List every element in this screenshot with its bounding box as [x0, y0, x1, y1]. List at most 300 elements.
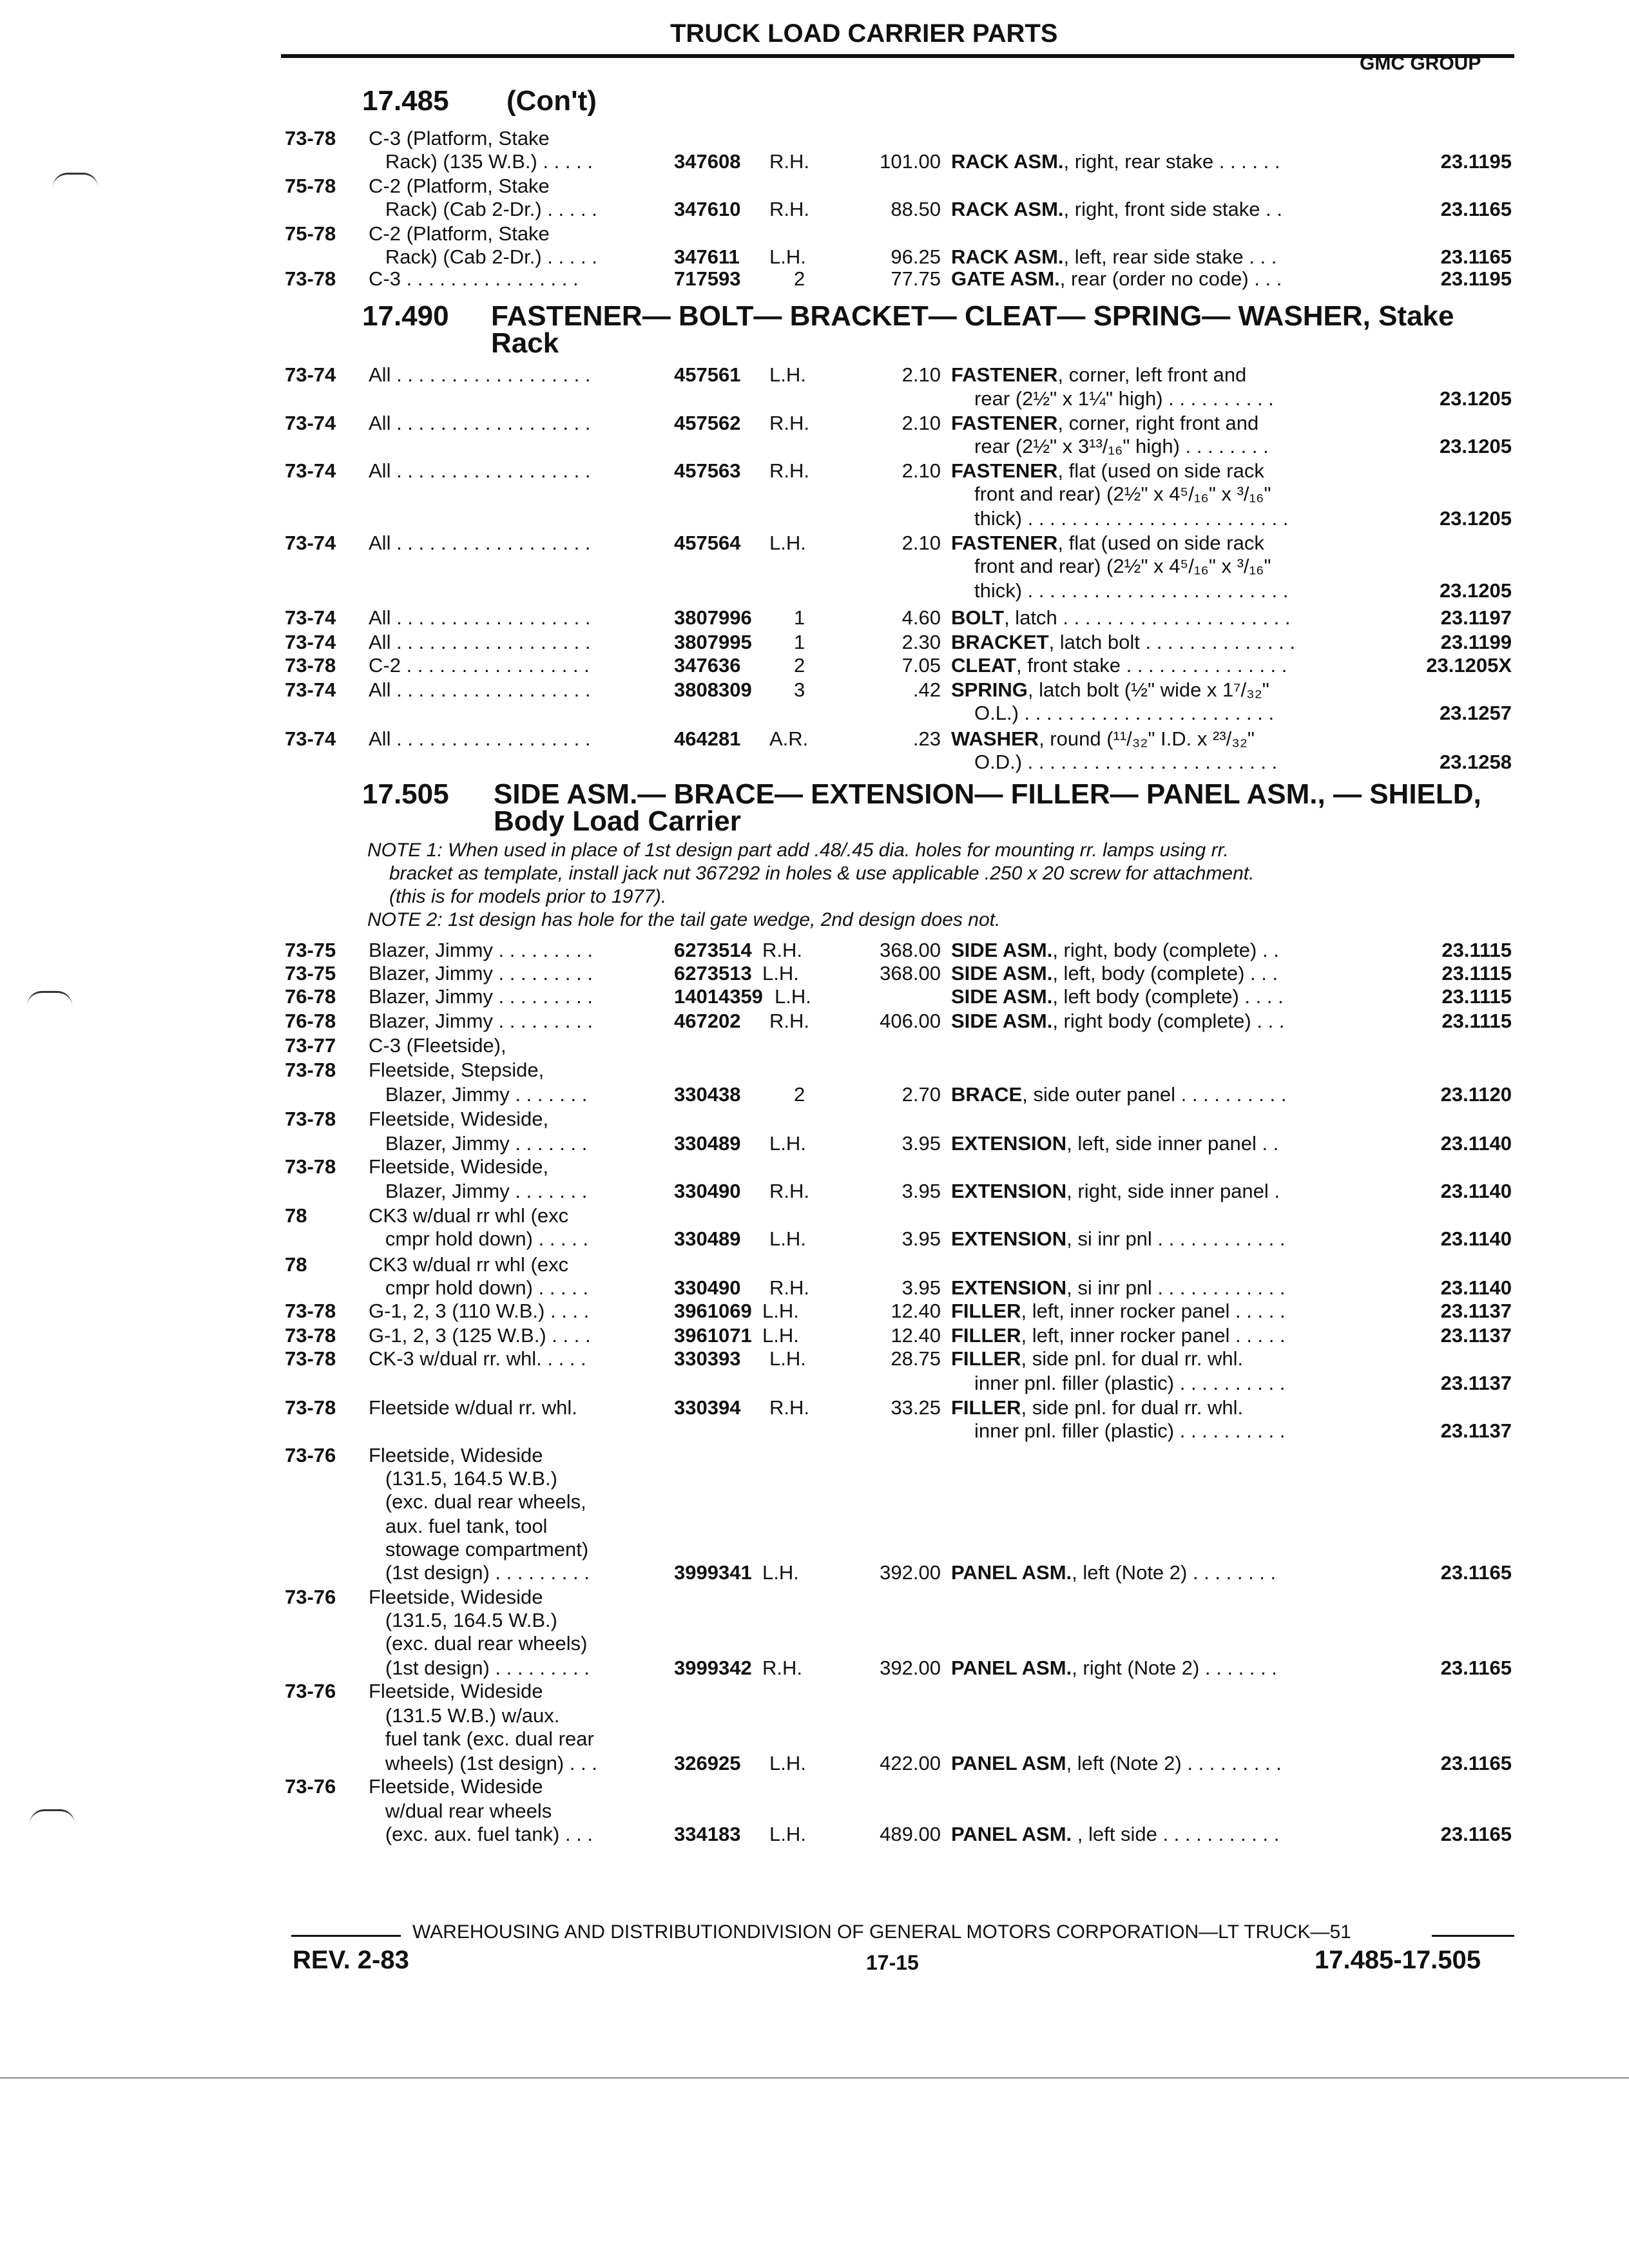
part-number-cell: 3999341: [674, 1561, 752, 1584]
side-cell: R.H.: [769, 150, 809, 173]
year-cell: 73-74: [285, 459, 336, 482]
price-cell: 368.00: [880, 962, 941, 985]
description-text: , side pnl. for dual rr. whl.: [1021, 1347, 1244, 1370]
year-cell: 73-74: [285, 363, 336, 386]
description-cell: [974, 1371, 1285, 1395]
description-cell: [974, 482, 1271, 506]
model-cell: Fleetside w/dual rr. whl.: [369, 1396, 577, 1419]
group-code-cell: 23.1165: [1440, 1823, 1512, 1845]
header-rule: [281, 54, 1514, 58]
description-text: front and rear) (2½" x 4⁵/₁₆" x ³/₁₆": [974, 555, 1271, 577]
model-cell: Fleetside, Wideside: [369, 1586, 543, 1608]
price-cell: 3.95: [901, 1132, 941, 1155]
group-code-cell: 23.1205X: [1426, 654, 1512, 677]
section-number: 17.490: [362, 300, 449, 332]
description-cell: [951, 197, 1282, 221]
section-title: (Con't): [506, 85, 597, 117]
side-cell: L.H.: [762, 962, 799, 985]
part-name: PANEL ASM.: [951, 1823, 1072, 1845]
group-code-cell: 23.1137: [1440, 1324, 1512, 1347]
model-cell: Fleetside, Wideside: [369, 1775, 543, 1798]
year-cell: 73-74: [285, 606, 336, 629]
part-name: SPRING: [951, 678, 1028, 701]
footer-rule-left: [291, 1935, 401, 1937]
price-cell: 2.30: [901, 631, 941, 653]
description-text: , side pnl. for dual rr. whl.: [1021, 1396, 1244, 1419]
footer-publisher: WAREHOUSING AND DISTRIBUTIONDIVISION OF GENERAL MOTORS CORPORATION—LT TRUCK—51: [412, 1921, 1351, 1943]
description-cell: [951, 727, 1255, 751]
quantity-cell: 1: [794, 606, 805, 629]
part-number-cell: 330489: [674, 1132, 741, 1155]
description-text: , left, inner rocker panel . . . . .: [1021, 1300, 1286, 1322]
part-number-cell: 3961069: [674, 1300, 752, 1322]
part-name: PANEL ASM.: [951, 1657, 1072, 1679]
part-number-cell: 3807995: [674, 631, 752, 653]
description-cell: [951, 363, 1246, 387]
part-number-cell: 347608: [674, 150, 741, 173]
description-text: thick) . . . . . . . . . . . . . . . . . . . . . . . .: [974, 507, 1289, 530]
price-cell: 422.00: [880, 1752, 941, 1774]
model-cell: (1st design) . . . . . . . . .: [369, 1657, 590, 1679]
part-name: FASTENER: [951, 459, 1058, 482]
description-text: , flat (used on side rack: [1057, 532, 1264, 554]
part-number-cell: 467202: [674, 1010, 741, 1032]
model-cell: Blazer, Jimmy . . . . . . .: [369, 1132, 588, 1155]
description-text: , left body (complete) . . . .: [1052, 985, 1284, 1008]
part-name: FILLER: [951, 1396, 1021, 1419]
model-cell: Blazer, Jimmy . . . . . . . . .: [369, 1010, 593, 1032]
quantity-cell: 3: [794, 678, 805, 701]
description-text: , side outer panel . . . . . . . . . .: [1022, 1083, 1287, 1106]
part-name: CLEAT: [951, 654, 1017, 677]
part-number-cell: 3999342: [674, 1657, 752, 1679]
model-cell: Fleetside, Wideside: [369, 1444, 543, 1466]
group-code-cell: 23.1165: [1440, 198, 1512, 220]
year-cell: 75-78: [285, 175, 336, 197]
part-number-cell: 717593: [674, 267, 741, 290]
part-name: FASTENER: [951, 532, 1058, 554]
year-cell: 75-78: [285, 222, 336, 245]
year-cell: 73-78: [285, 1059, 336, 1081]
description-cell: [951, 1396, 1243, 1419]
description-text: O.L.) . . . . . . . . . . . . . . . . . . . . . . .: [974, 702, 1275, 724]
group-code-cell: 23.1140: [1440, 1180, 1512, 1202]
side-cell: R.H.: [762, 1657, 802, 1679]
description-cell: [951, 630, 1295, 654]
model-cell: (1st design) . . . . . . . . .: [369, 1561, 590, 1584]
side-cell: R.H.: [769, 459, 809, 482]
part-name: RACK ASM.: [951, 245, 1064, 268]
year-cell: 76-78: [285, 1010, 336, 1032]
description-cell: [951, 1323, 1286, 1347]
part-name: RACK ASM.: [951, 198, 1064, 220]
side-cell: R.H.: [769, 1276, 809, 1299]
part-name: BOLT: [951, 606, 1005, 629]
part-number-cell: 347611: [674, 245, 740, 268]
side-cell: L.H.: [762, 1300, 799, 1322]
model-cell: fuel tank (exc. dual rear: [369, 1727, 594, 1750]
description-text: , left, side inner panel . .: [1066, 1132, 1279, 1155]
group-code-cell: 23.1137: [1440, 1372, 1512, 1394]
description-text: , corner, right front and: [1057, 412, 1259, 434]
part-name: WASHER: [951, 727, 1039, 750]
description-text: , left (Note 2) . . . . . . . . .: [1066, 1752, 1282, 1774]
part-number-cell: 330394: [674, 1396, 741, 1419]
price-cell: 12.40: [891, 1300, 941, 1322]
price-cell: 28.75: [891, 1347, 941, 1370]
part-name: BRACKET: [951, 631, 1049, 653]
part-name: SIDE ASM.: [951, 939, 1053, 961]
side-cell: A.R.: [769, 727, 809, 750]
section-title-continued: Rack: [491, 327, 559, 359]
description-text: , rear (order no code) . . .: [1059, 267, 1282, 290]
group-code-cell: 23.1197: [1440, 606, 1512, 629]
price-cell: 2.10: [901, 412, 941, 434]
side-cell: L.H.: [769, 1227, 806, 1250]
binder-hole-mark: [27, 991, 72, 1006]
group-code-cell: 23.1140: [1440, 1227, 1512, 1250]
description-cell: [974, 434, 1269, 458]
description-text: , left, rear side stake . . .: [1063, 245, 1277, 268]
group-code-cell: 23.1199: [1440, 631, 1512, 653]
model-cell: All . . . . . . . . . . . . . . . . . .: [369, 459, 591, 482]
model-cell: C-2 (Platform, Stake: [369, 222, 550, 245]
part-number-cell: 334183: [674, 1823, 741, 1845]
model-cell: All . . . . . . . . . . . . . . . . . .: [369, 532, 591, 554]
model-cell: C-3 . . . . . . . . . . . . . . . .: [369, 267, 579, 290]
description-cell: [951, 411, 1258, 435]
part-number-cell: 464281: [674, 727, 741, 750]
part-name: PANEL ASM.: [951, 1561, 1072, 1584]
description-cell: [974, 750, 1277, 774]
description-cell: [951, 1822, 1279, 1846]
year-cell: 76-78: [285, 985, 336, 1008]
part-name: EXTENSION: [951, 1180, 1067, 1202]
year-cell: 73-75: [285, 962, 336, 985]
model-cell: All . . . . . . . . . . . . . . . . . .: [369, 412, 591, 434]
price-cell: 406.00: [880, 1010, 941, 1032]
binder-hole-mark: [53, 173, 98, 187]
description-text: thick) . . . . . . . . . . . . . . . . . . . . . . . .: [974, 579, 1289, 602]
description-cell: [951, 1009, 1284, 1033]
description-cell: [974, 387, 1274, 410]
description-cell: [951, 459, 1264, 483]
group-code-cell: 23.1115: [1441, 962, 1512, 985]
description-cell: [951, 245, 1277, 269]
model-cell: Fleetside, Wideside,: [369, 1108, 549, 1130]
model-cell: CK-3 w/dual rr. whl. . . . .: [369, 1347, 586, 1370]
model-cell: C-3 (Fleetside),: [369, 1034, 506, 1057]
price-cell: 7.05: [901, 654, 941, 677]
price-cell: 3.95: [901, 1227, 941, 1250]
description-text: , latch bolt (½" wide x 1⁷/₃₂": [1027, 678, 1269, 701]
part-number-cell: 3808309: [674, 678, 752, 701]
model-cell: CK3 w/dual rr whl (exc: [369, 1204, 569, 1227]
model-cell: All . . . . . . . . . . . . . . . . . .: [369, 363, 591, 386]
year-cell: 73-75: [285, 939, 336, 961]
description-cell: [951, 1656, 1277, 1680]
model-cell: C-2 . . . . . . . . . . . . . . . . .: [369, 654, 590, 677]
description-text: , latch bolt . . . . . . . . . . . . . .: [1048, 631, 1296, 653]
model-cell: (131.5, 164.5 W.B.): [369, 1609, 557, 1631]
group-code-cell: 23.1165: [1440, 245, 1512, 268]
model-cell: Blazer, Jimmy . . . . . . .: [369, 1083, 588, 1106]
section-title-continued: Body Load Carrier: [494, 805, 741, 837]
group-code-cell: 23.1115: [1441, 985, 1512, 1008]
description-cell: [951, 1179, 1280, 1203]
note-line: NOTE 2: 1st design has hole for the tail gate wedge, 2nd design does not.: [367, 909, 1001, 930]
year-cell: 73-74: [285, 678, 336, 701]
group-code-cell: 23.1195: [1440, 267, 1512, 290]
description-text: , latch . . . . . . . . . . . . . . . . . . . . .: [1004, 606, 1291, 629]
part-number-cell: 6273514: [674, 939, 752, 961]
part-name: SIDE ASM.: [951, 962, 1053, 985]
revision-date: REV. 2-83: [293, 1946, 409, 1974]
year-cell: 73-78: [285, 1155, 336, 1178]
part-name: FILLER: [951, 1300, 1021, 1322]
section-title: SIDE ASM.— BRACE— EXTENSION— FILLER— PANEL ASM., — SHIELD,: [494, 778, 1481, 810]
note-line: (this is for models prior to 1977).: [389, 886, 667, 907]
description-text: , left side . . . . . . . . . . .: [1072, 1823, 1280, 1845]
side-cell: L.H.: [762, 1324, 799, 1347]
page-number: 17-15: [866, 1951, 919, 1974]
section-range: 17.485-17.505: [1315, 1946, 1481, 1974]
description-text: inner pnl. filler (plastic) . . . . . . . . . .: [974, 1419, 1286, 1442]
model-cell: Blazer, Jimmy . . . . . . . . .: [369, 962, 593, 985]
side-cell: L.H.: [769, 1347, 806, 1370]
description-cell: [951, 606, 1291, 629]
price-cell: 3.95: [901, 1276, 941, 1299]
side-cell: R.H.: [769, 198, 809, 220]
group-code-cell: 23.1257: [1439, 702, 1512, 724]
binder-hole-mark: [30, 1809, 75, 1824]
part-number-cell: 3807996: [674, 606, 752, 629]
group-code-cell: 23.1205: [1439, 579, 1512, 602]
model-cell: aux. fuel tank, tool: [369, 1515, 548, 1537]
model-cell: (exc. dual rear wheels,: [369, 1490, 586, 1513]
description-text: , round (¹¹/₃₂" I.D. x ²³/₃₂": [1039, 727, 1255, 750]
part-number-cell: 14014359: [674, 985, 763, 1008]
price-cell: 489.00: [880, 1823, 941, 1845]
side-cell: L.H.: [769, 1752, 806, 1774]
group-code-cell: 23.1140: [1440, 1132, 1512, 1155]
group-code-cell: 23.1137: [1440, 1419, 1512, 1442]
year-cell: 73-78: [285, 127, 336, 149]
section-title: FASTENER— BOLT— BRACKET— CLEAT— SPRING— WASHER, Stake: [491, 300, 1454, 332]
description-cell: [951, 961, 1278, 985]
price-cell: 2.10: [901, 363, 941, 386]
model-cell: C-3 (Platform, Stake: [369, 127, 550, 149]
model-cell: G-1, 2, 3 (125 W.B.) . . . .: [369, 1324, 591, 1347]
note-line: bracket as template, install jack nut 367292 in holes & use applicable .250 x 20 screw for attachment.: [389, 863, 1255, 884]
part-number-cell: 6273513: [674, 962, 752, 985]
page-title: TRUCK LOAD CARRIER PARTS: [670, 19, 1058, 48]
model-cell: Rack) (135 W.B.) . . . . .: [369, 150, 593, 173]
model-cell: cmpr hold down) . . . . .: [369, 1227, 589, 1250]
description-cell: [951, 985, 1284, 1008]
part-name: EXTENSION: [951, 1276, 1067, 1299]
group-code-cell: 23.1165: [1440, 1752, 1512, 1774]
year-cell: 73-78: [285, 1324, 336, 1347]
price-cell: 4.60: [901, 606, 941, 629]
section-number: 17.485: [362, 85, 449, 117]
model-cell: wheels) (1st design) . . .: [369, 1752, 597, 1774]
description-cell: [951, 1227, 1286, 1251]
section-number: 17.505: [362, 778, 449, 810]
price-cell: 33.25: [891, 1396, 941, 1419]
description-text: , flat (used on side rack: [1057, 459, 1264, 482]
part-name: BRACE: [951, 1083, 1023, 1106]
description-text: front and rear) (2½" x 4⁵/₁₆" x ³/₁₆": [974, 483, 1271, 505]
year-cell: 73-77: [285, 1034, 336, 1057]
price-cell: 88.50: [891, 198, 941, 220]
description-cell: [974, 579, 1288, 602]
model-cell: G-1, 2, 3 (110 W.B.) . . . .: [369, 1300, 590, 1322]
description-cell: [974, 554, 1271, 578]
description-cell: [951, 149, 1280, 173]
side-cell: R.H.: [769, 1180, 809, 1202]
year-cell: 73-74: [285, 532, 336, 554]
group-code-cell: 23.1195: [1440, 150, 1512, 173]
description-text: O.D.) . . . . . . . . . . . . . . . . . . . . . . .: [974, 751, 1278, 773]
price-cell: 2.10: [901, 459, 941, 482]
price-cell: 77.75: [891, 267, 941, 290]
price-cell: .23: [912, 727, 941, 750]
quantity-cell: 2: [794, 654, 805, 677]
year-cell: 73-74: [285, 412, 336, 434]
group-code-cell: 23.1165: [1440, 1561, 1512, 1584]
part-name: FILLER: [951, 1347, 1021, 1370]
side-cell: L.H.: [769, 245, 806, 268]
price-cell: 392.00: [880, 1561, 941, 1584]
description-text: , right (Note 2) . . . . . . .: [1072, 1657, 1277, 1679]
description-cell: [951, 267, 1282, 291]
model-cell: (131.5 W.B.) w/aux.: [369, 1704, 560, 1727]
year-cell: 78: [285, 1204, 307, 1227]
model-cell: (131.5, 164.5 W.B.): [369, 1467, 557, 1490]
description-cell: [951, 531, 1264, 555]
group-code-cell: 23.1258: [1439, 751, 1512, 773]
year-cell: 73-76: [285, 1680, 336, 1702]
model-cell: All . . . . . . . . . . . . . . . . . .: [369, 727, 591, 750]
description-cell: [951, 678, 1269, 702]
side-cell: L.H.: [769, 363, 806, 386]
model-cell: (exc. aux. fuel tank) . . .: [369, 1823, 593, 1845]
description-cell: [951, 1082, 1286, 1106]
price-cell: 2.70: [901, 1083, 941, 1106]
year-cell: 73-76: [285, 1775, 336, 1798]
description-cell: [951, 1561, 1276, 1584]
part-number-cell: 330438: [674, 1083, 741, 1106]
description-cell: [974, 701, 1274, 725]
price-cell: 3.95: [901, 1180, 941, 1202]
model-cell: Rack) (Cab 2-Dr.) . . . . .: [369, 245, 597, 268]
price-cell: .42: [912, 678, 941, 701]
part-number-cell: 457562: [674, 412, 741, 434]
part-name: PANEL ASM: [951, 1752, 1066, 1774]
price-cell: 101.00: [880, 150, 941, 173]
year-cell: 73-76: [285, 1586, 336, 1608]
description-cell: [951, 1347, 1243, 1370]
description-text: , corner, left front and: [1057, 363, 1247, 386]
side-cell: L.H.: [769, 1132, 806, 1155]
side-cell: R.H.: [769, 1010, 809, 1032]
part-name: EXTENSION: [951, 1132, 1067, 1155]
description-cell: [951, 1131, 1278, 1155]
group-code-cell: 23.1140: [1440, 1276, 1512, 1299]
model-cell: C-2 (Platform, Stake: [369, 175, 550, 197]
year-cell: 73-74: [285, 631, 336, 653]
model-cell: w/dual rear wheels: [369, 1800, 552, 1822]
side-cell: L.H.: [775, 985, 811, 1008]
description-text: rear (2½" x 3¹³/₁₆" high) . . . . . . . .: [974, 435, 1269, 457]
quantity-cell: 2: [794, 1083, 805, 1106]
price-cell: 12.40: [891, 1324, 941, 1347]
price-cell: 392.00: [880, 1657, 941, 1679]
description-text: , left, inner rocker panel . . . . .: [1021, 1324, 1286, 1347]
part-number-cell: 457563: [674, 459, 741, 482]
price-cell: 96.25: [891, 245, 941, 268]
side-cell: R.H.: [762, 939, 802, 961]
description-cell: [974, 506, 1288, 530]
model-cell: CK3 w/dual rr whl (exc: [369, 1253, 569, 1276]
footer-rule-right: [1432, 1935, 1514, 1937]
group-code-cell: 23.1205: [1439, 387, 1512, 410]
part-name: EXTENSION: [951, 1227, 1067, 1250]
part-number-cell: 457561: [674, 363, 741, 386]
description-cell: [951, 938, 1279, 962]
side-cell: R.H.: [769, 1396, 809, 1419]
part-name: SIDE ASM.: [951, 985, 1053, 1008]
description-cell: [974, 1419, 1285, 1443]
side-cell: L.H.: [769, 532, 806, 554]
price-cell: 2.10: [901, 532, 941, 554]
model-cell: Blazer, Jimmy . . . . . . .: [369, 1180, 588, 1202]
model-cell: Fleetside, Stepside,: [369, 1059, 545, 1081]
side-cell: L.H.: [762, 1561, 799, 1584]
part-name: RACK ASM.: [951, 150, 1064, 173]
year-cell: 73-78: [285, 1347, 336, 1370]
description-text: , right, front side stake . .: [1063, 198, 1282, 220]
part-name: GATE ASM.: [951, 267, 1060, 290]
description-text: , si inr pnl . . . . . . . . . . . .: [1066, 1227, 1286, 1250]
quantity-cell: 2: [794, 267, 805, 290]
group-code-cell: 23.1205: [1439, 507, 1512, 530]
year-cell: 73-76: [285, 1444, 336, 1466]
part-name: FASTENER: [951, 363, 1058, 386]
note-line: NOTE 1: When used in place of 1st design part add .48/.45 dia. holes for mounting rr. lamps using rr.: [367, 840, 1229, 861]
year-cell: 73-78: [285, 1300, 336, 1322]
model-cell: Blazer, Jimmy . . . . . . . . .: [369, 939, 593, 961]
model-cell: All . . . . . . . . . . . . . . . . . .: [369, 678, 591, 701]
description-text: , si inr pnl . . . . . . . . . . . .: [1066, 1276, 1286, 1299]
model-cell: cmpr hold down) . . . . .: [369, 1276, 589, 1299]
description-text: , right, side inner panel .: [1066, 1180, 1280, 1202]
group-code-cell: 23.1115: [1441, 1010, 1512, 1032]
part-name: SIDE ASM.: [951, 1010, 1053, 1032]
description-text: , left, body (complete) . . .: [1052, 962, 1278, 985]
model-cell: All . . . . . . . . . . . . . . . . . .: [369, 606, 591, 629]
side-cell: R.H.: [769, 412, 809, 434]
part-number-cell: 326925: [674, 1752, 741, 1774]
model-cell: Rack) (Cab 2-Dr.) . . . . .: [369, 198, 597, 220]
year-cell: 73-74: [285, 727, 336, 750]
group-code-cell: 23.1205: [1439, 435, 1512, 457]
year-cell: 73-78: [285, 1396, 336, 1419]
group-code-cell: 23.1115: [1441, 939, 1512, 961]
part-number-cell: 3961071: [674, 1324, 752, 1347]
part-number-cell: 457564: [674, 532, 741, 554]
